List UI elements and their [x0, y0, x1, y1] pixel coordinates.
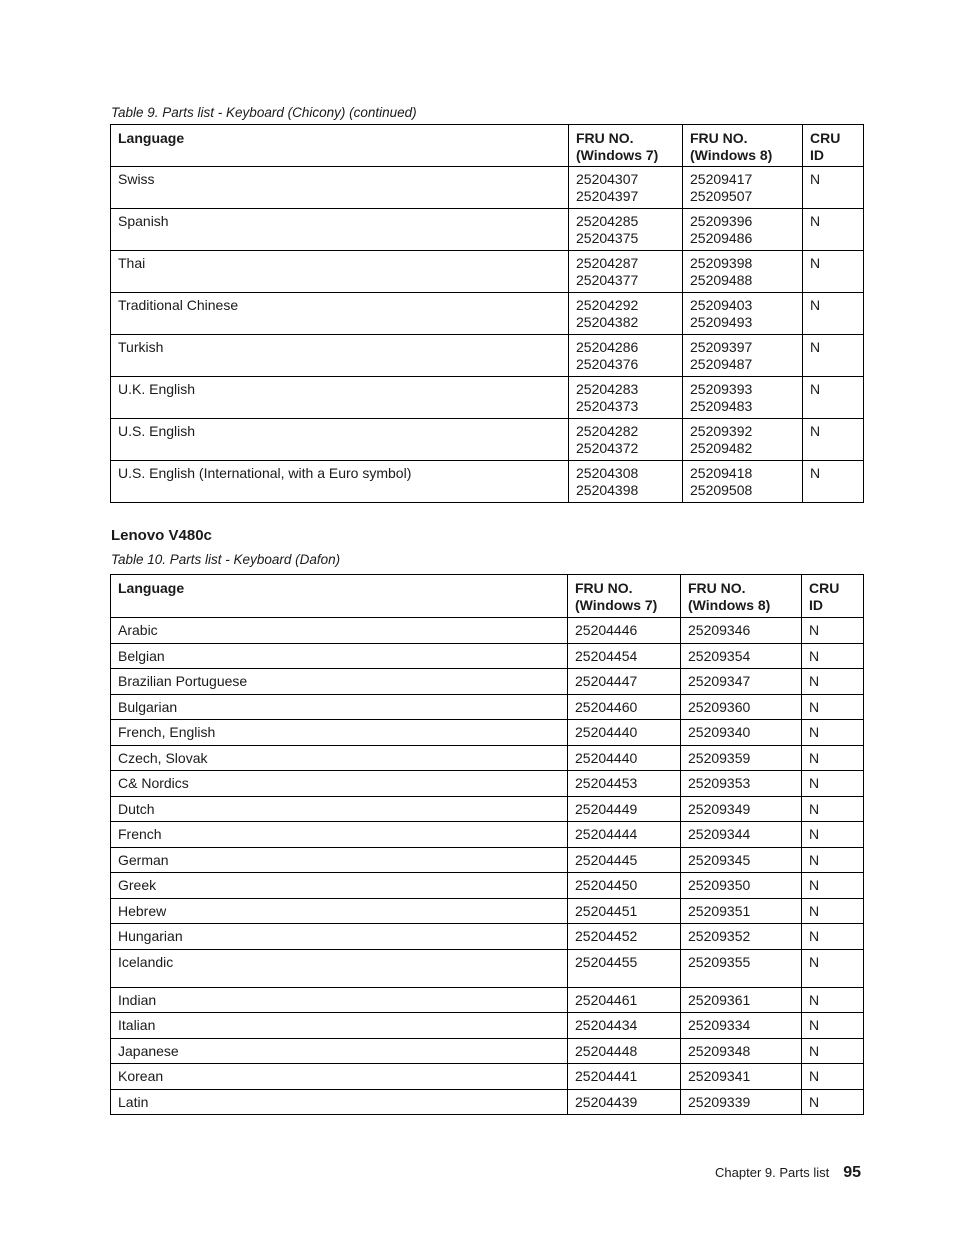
table-row	[111, 987, 864, 1013]
cell-cru-id: N	[802, 1013, 864, 1039]
cell-cru-id: N	[802, 949, 864, 987]
cell-cru-id: N	[802, 1089, 864, 1115]
table-row	[111, 1089, 864, 1115]
cell-cru-id: N	[802, 873, 864, 899]
cell-fru-win8: 25209334	[681, 1013, 802, 1039]
cell-language: Greek	[111, 873, 568, 899]
cell-fru-win7: 25204307 25204397	[569, 167, 683, 209]
table10-caption: Table 10. Parts list - Keyboard (Dafon)	[111, 552, 341, 567]
table-row	[111, 167, 864, 209]
table-row	[111, 1013, 864, 1039]
cell-fru-win7: 25204446	[568, 618, 681, 644]
table-row	[111, 720, 864, 746]
cell-fru-win7: 25204440	[568, 720, 681, 746]
cell-fru-win8: 25209347	[681, 669, 802, 695]
cell-fru-win7: 25204461	[568, 987, 681, 1013]
cell-language: German	[111, 847, 568, 873]
table-header-row	[111, 575, 864, 618]
cell-fru-win8: 25209346	[681, 618, 802, 644]
cell-fru-win7: 25204449	[568, 796, 681, 822]
col-fru-win8: FRU NO. (Windows 8)	[681, 575, 802, 618]
table-row	[111, 251, 864, 293]
cell-fru-win8: 25209344	[681, 822, 802, 848]
page-footer	[715, 1164, 861, 1182]
cell-fru-win7: 25204460	[568, 694, 681, 720]
table9-caption: Table 9. Parts list - Keyboard (Chicony) (continued)	[111, 105, 417, 120]
cell-language: Brazilian Portuguese	[111, 669, 568, 695]
cell-fru-win8: 25209351	[681, 898, 802, 924]
cell-fru-win8: 25209396 25209486	[683, 209, 803, 251]
cell-cru-id: N	[802, 618, 864, 644]
cell-fru-win7: 25204282 25204372	[569, 419, 683, 461]
cell-language: U.S. English (International, with a Euro symbol)	[111, 461, 569, 503]
cell-cru-id: N	[802, 987, 864, 1013]
cell-fru-win8: 25209340	[681, 720, 802, 746]
cell-cru-id: N	[802, 745, 864, 771]
cell-language: Japanese	[111, 1038, 568, 1064]
cell-fru-win8: 25209418 25209508	[683, 461, 803, 503]
col-language: Language	[111, 125, 569, 167]
cell-fru-win7: 25204308 25204398	[569, 461, 683, 503]
col-fru-win7: FRU NO. (Windows 7)	[568, 575, 681, 618]
col-fru-win8: FRU NO. (Windows 8)	[683, 125, 803, 167]
footer-chapter: Chapter 9. Parts list	[715, 1165, 830, 1180]
cell-cru-id: N	[803, 251, 864, 293]
cell-language: Korean	[111, 1064, 568, 1090]
cell-language: Belgian	[111, 643, 568, 669]
cell-cru-id: N	[802, 643, 864, 669]
table-row	[111, 822, 864, 848]
cell-fru-win8: 25209354	[681, 643, 802, 669]
cell-cru-id: N	[803, 209, 864, 251]
cell-language: Turkish	[111, 335, 569, 377]
cell-fru-win8: 25209392 25209482	[683, 419, 803, 461]
table-row	[111, 898, 864, 924]
cell-language: U.S. English	[111, 419, 569, 461]
cell-language: Hungarian	[111, 924, 568, 950]
cell-fru-win7: 25204439	[568, 1089, 681, 1115]
table-row	[111, 335, 864, 377]
cell-language: Dutch	[111, 796, 568, 822]
cell-language: French	[111, 822, 568, 848]
cell-fru-win8: 25209393 25209483	[683, 377, 803, 419]
cell-fru-win7: 25204283 25204373	[569, 377, 683, 419]
cell-fru-win7: 25204453	[568, 771, 681, 797]
cell-fru-win7: 25204447	[568, 669, 681, 695]
cell-fru-win7: 25204445	[568, 847, 681, 873]
cell-language: U.K. English	[111, 377, 569, 419]
cell-cru-id: N	[802, 694, 864, 720]
cell-fru-win8: 25209345	[681, 847, 802, 873]
col-cru-id: CRU ID	[802, 575, 864, 618]
cell-fru-win8: 25209348	[681, 1038, 802, 1064]
cell-fru-win7: 25204452	[568, 924, 681, 950]
table-row	[111, 771, 864, 797]
cell-language: Bulgarian	[111, 694, 568, 720]
table-row	[111, 618, 864, 644]
col-language: Language	[111, 575, 568, 618]
section-heading: Lenovo V480c	[111, 527, 212, 544]
cell-cru-id: N	[803, 461, 864, 503]
cell-cru-id: N	[803, 419, 864, 461]
cell-fru-win8: 25209359	[681, 745, 802, 771]
parts-table-chicony	[110, 124, 864, 503]
cell-language: French, English	[111, 720, 568, 746]
cell-cru-id: N	[802, 796, 864, 822]
table-row	[111, 461, 864, 503]
table-row	[111, 745, 864, 771]
cell-language: Swiss	[111, 167, 569, 209]
cell-fru-win8: 25209350	[681, 873, 802, 899]
table-row	[111, 873, 864, 899]
cell-cru-id: N	[802, 847, 864, 873]
cell-fru-win8: 25209397 25209487	[683, 335, 803, 377]
cell-language: Italian	[111, 1013, 568, 1039]
table-row	[111, 1064, 864, 1090]
cell-fru-win7: 25204287 25204377	[569, 251, 683, 293]
cell-cru-id: N	[803, 377, 864, 419]
cell-language: Indian	[111, 987, 568, 1013]
cell-language: Hebrew	[111, 898, 568, 924]
cell-language: Traditional Chinese	[111, 293, 569, 335]
col-cru-id: CRU ID	[803, 125, 864, 167]
cell-fru-win8: 25209349	[681, 796, 802, 822]
cell-fru-win8: 25209417 25209507	[683, 167, 803, 209]
cell-cru-id: N	[802, 924, 864, 950]
cell-cru-id: N	[802, 822, 864, 848]
table-row	[111, 694, 864, 720]
cell-language: Latin	[111, 1089, 568, 1115]
cell-fru-win7: 25204434	[568, 1013, 681, 1039]
cell-fru-win8: 25209398 25209488	[683, 251, 803, 293]
cell-cru-id: N	[802, 771, 864, 797]
cell-fru-win8: 25209360	[681, 694, 802, 720]
parts-table-dafon	[110, 574, 864, 1115]
cell-language: Czech, Slovak	[111, 745, 568, 771]
table-row	[111, 293, 864, 335]
table-row	[111, 209, 864, 251]
table-row	[111, 643, 864, 669]
cell-cru-id: N	[802, 1064, 864, 1090]
cell-fru-win7: 25204454	[568, 643, 681, 669]
cell-fru-win8: 25209341	[681, 1064, 802, 1090]
table-row	[111, 669, 864, 695]
cell-fru-win8: 25209403 25209493	[683, 293, 803, 335]
cell-fru-win7: 25204292 25204382	[569, 293, 683, 335]
cell-fru-win8: 25209353	[681, 771, 802, 797]
cell-fru-win7: 25204285 25204375	[569, 209, 683, 251]
table-row	[111, 949, 864, 987]
cell-language: C& Nordics	[111, 771, 568, 797]
cell-fru-win7: 25204440	[568, 745, 681, 771]
col-fru-win7: FRU NO. (Windows 7)	[569, 125, 683, 167]
cell-fru-win7: 25204441	[568, 1064, 681, 1090]
cell-cru-id: N	[802, 720, 864, 746]
cell-fru-win8: 25209352	[681, 924, 802, 950]
table-row	[111, 924, 864, 950]
cell-language: Arabic	[111, 618, 568, 644]
cell-fru-win7: 25204450	[568, 873, 681, 899]
cell-cru-id: N	[802, 1038, 864, 1064]
cell-cru-id: N	[803, 293, 864, 335]
cell-language: Spanish	[111, 209, 569, 251]
cell-cru-id: N	[802, 669, 864, 695]
table-row	[111, 796, 864, 822]
cell-fru-win7: 25204444	[568, 822, 681, 848]
cell-fru-win8: 25209339	[681, 1089, 802, 1115]
cell-fru-win8: 25209361	[681, 987, 802, 1013]
cell-fru-win8: 25209355	[681, 949, 802, 987]
cell-fru-win7: 25204455	[568, 949, 681, 987]
cell-fru-win7: 25204448	[568, 1038, 681, 1064]
cell-cru-id: N	[803, 335, 864, 377]
table-row	[111, 1038, 864, 1064]
cell-language: Icelandic	[111, 949, 568, 987]
cell-cru-id: N	[802, 898, 864, 924]
page-number: 95	[843, 1164, 861, 1181]
table-row	[111, 377, 864, 419]
table-row	[111, 847, 864, 873]
table-row	[111, 419, 864, 461]
table-header-row	[111, 125, 864, 167]
cell-cru-id: N	[803, 167, 864, 209]
cell-language: Thai	[111, 251, 569, 293]
cell-fru-win7: 25204451	[568, 898, 681, 924]
cell-fru-win7: 25204286 25204376	[569, 335, 683, 377]
